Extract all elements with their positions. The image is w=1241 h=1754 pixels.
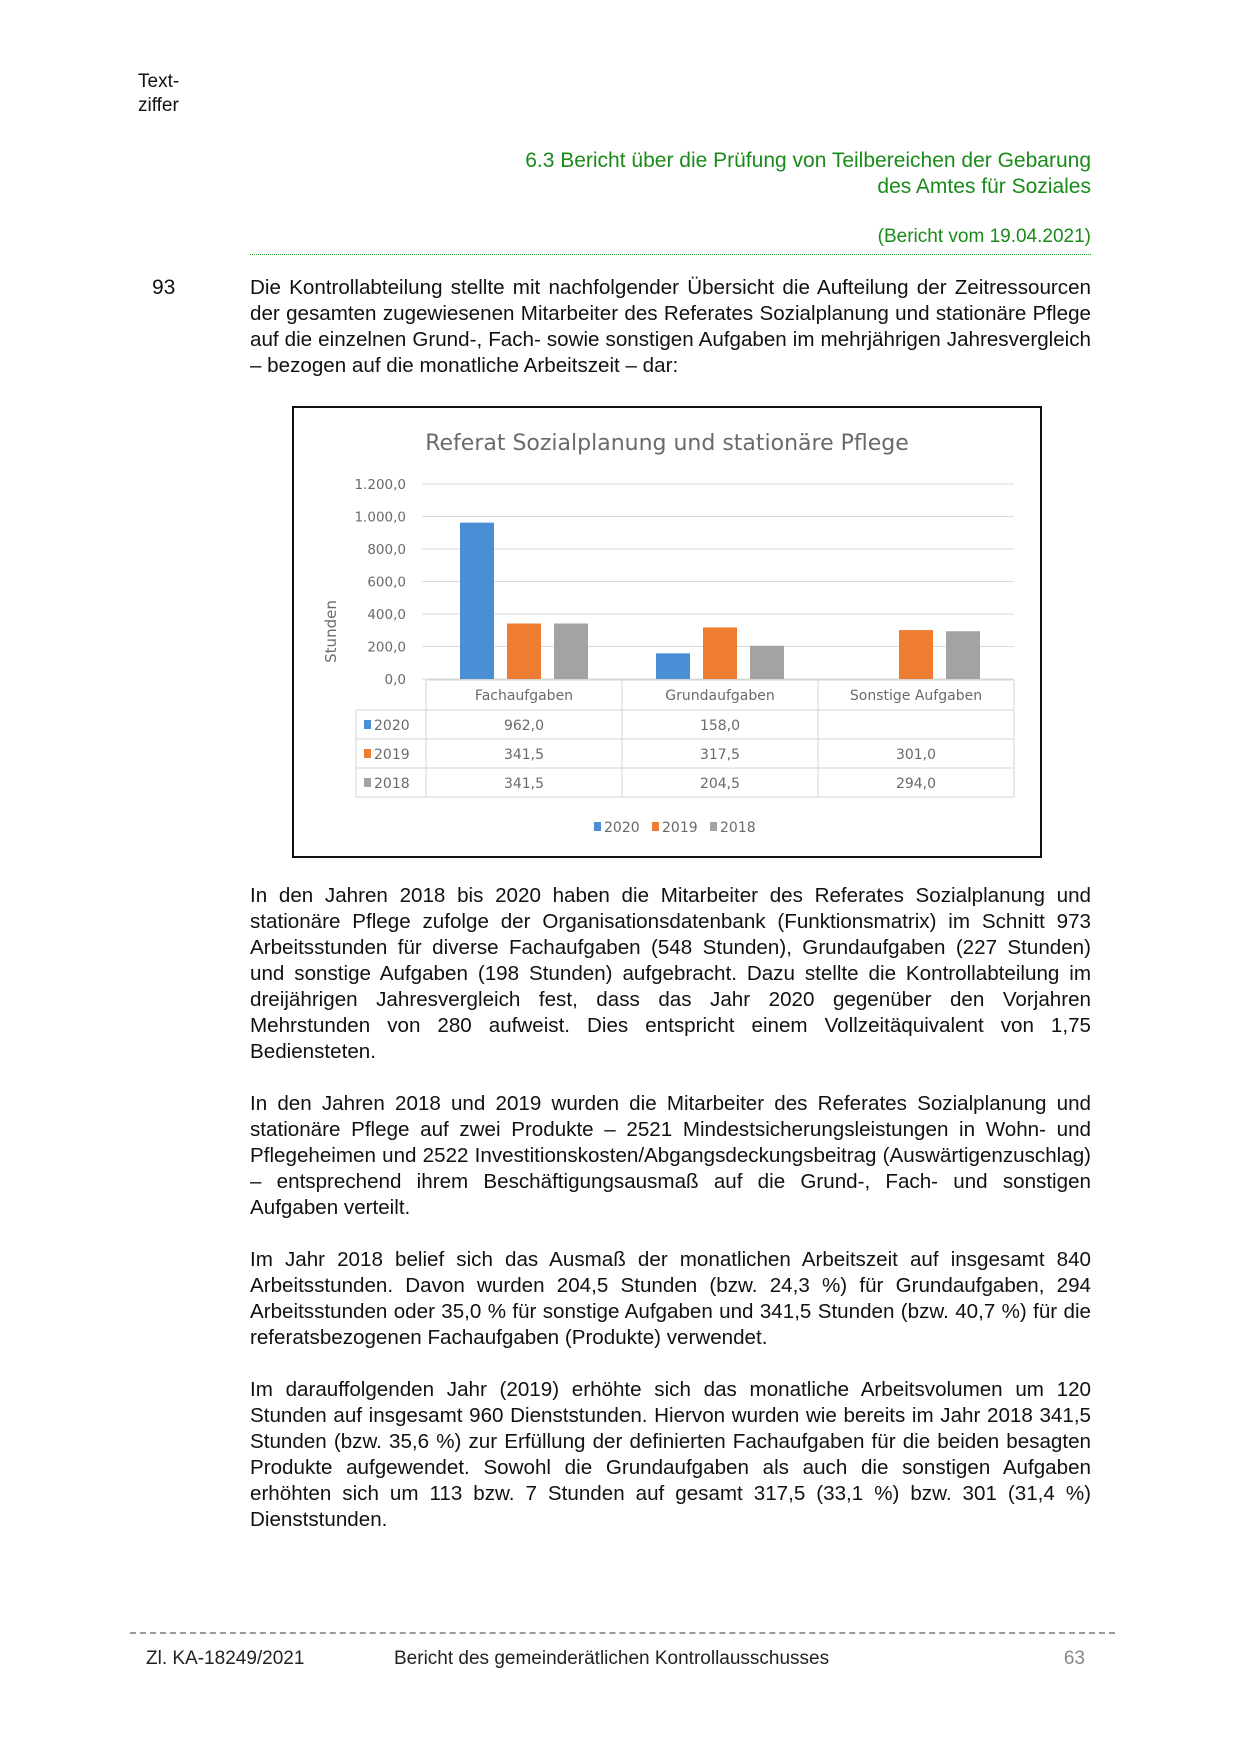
bar-2018-0	[554, 624, 588, 679]
margin-label-line2: ziffer	[138, 95, 179, 116]
table-value: 301,0	[895, 747, 937, 763]
bar-chart	[294, 408, 1040, 856]
bar-2018-1	[750, 646, 784, 679]
report-date: (Bericht vom 19.04.2021)	[877, 226, 1091, 247]
bar-2019-2	[899, 630, 933, 679]
table-value: 158,0	[699, 718, 741, 734]
y-tick-label: 400,0	[367, 607, 406, 623]
legend-label: 2020	[604, 820, 640, 836]
margin-label-line1: Text-	[138, 71, 180, 92]
section-title-line2: des Amtes für Soziales	[877, 175, 1091, 198]
category-label: Grundaufgaben	[665, 688, 775, 704]
footer-title: Bericht des gemeinderätlichen Kontrollausschusses	[394, 1648, 830, 1669]
table-series-label: 2020	[374, 718, 410, 734]
body-paragraph: In den Jahren 2018 bis 2020 haben die Mitarbeiter des Referates Sozialplanung und stationäre Pflege zufolge der Organisationsdatenbank (Funktionsmatrix) im Schnitt 973 Arbeitsstunden für diverse Fachaufgaben (548 Stunden), Grundaufgaben (227 Stunden) und sonstige Aufgaben (198 Stunden) aufgebracht. Dazu stellte die Kontrollabteilung im dreijährigen Jahresvergleich fest, dass das Jahr 2020 gegenüber den Vorjahren Mehrstunden von 280 aufweist. Dies entspricht einem Vollzeitäquivalent von 1,75 Bediensteten.	[250, 884, 1091, 1063]
table-value: 204,5	[699, 776, 741, 792]
category-label: Fachaufgaben	[474, 688, 574, 704]
bar-2019-1	[703, 627, 737, 679]
legend-label: 2018	[720, 820, 756, 836]
bar-2020-0	[460, 523, 494, 679]
legend-key-2020	[594, 822, 601, 831]
category-label: Sonstige Aufgaben	[849, 688, 983, 704]
margin-label	[138, 70, 179, 118]
paragraph-number: 93	[152, 276, 176, 299]
table-value: 294,0	[895, 776, 937, 792]
chart-frame	[292, 406, 1042, 858]
header-divider	[250, 254, 1091, 255]
legend-key-2018	[710, 822, 717, 831]
y-tick-label: 1.000,0	[354, 509, 406, 526]
legend-label: 2019	[662, 820, 698, 836]
table-value: 317,5	[699, 747, 741, 763]
bar-2018-2	[946, 631, 980, 679]
table-legend-key-2018	[364, 778, 371, 787]
section-title	[525, 148, 1091, 200]
bar-2020-1	[656, 653, 690, 679]
body-paragraph: In den Jahren 2018 und 2019 wurden die Mitarbeiter des Referates Sozialplanung und stationäre Pflege auf zwei Produkte – 2521 Mindestsicherungsleistungen in Wohn- und Pflegeheimen und 2522 Investitionskosten/Abgangsdeckungsbeitrag (Auswärtigenzuschlag) – entsprechend ihrem Beschäftigungsausmaß auf die Grund-, Fach- und sonstigen Aufgaben verteilt.	[250, 1092, 1091, 1219]
y-tick-label: 800,0	[367, 542, 406, 558]
table-legend-key-2019	[364, 749, 371, 758]
section-title-line1: 6.3 Bericht über die Prüfung von Teilbereichen der Gebarung	[525, 149, 1091, 172]
y-tick-label: 200,0	[367, 639, 406, 656]
table-value: 341,5	[503, 776, 545, 792]
page-number: 63	[1063, 1648, 1085, 1669]
body-paragraph: Im Jahr 2018 belief sich das Ausmaß der monatlichen Arbeitszeit auf insgesamt 840 Arbeitsstunden. Davon wurden 204,5 Stunden (bzw. 24,3 %) für Grundaufgaben, 294 Arbeitsstunden oder 35,0 % für sonstige Aufgaben und 341,5 Stunden (bzw. 40,7 %) für die referatsbezogenen Fachaufgaben (Produkte) verwendet.	[250, 1248, 1091, 1349]
table-series-label: 2018	[374, 776, 410, 792]
y-axis-label: Stunden	[322, 600, 340, 663]
y-tick-label: 1.200,0	[354, 477, 406, 493]
table-series-label: 2019	[374, 747, 410, 763]
bar-2019-0	[507, 624, 541, 679]
table-value: 962,0	[503, 718, 545, 734]
legend-key-2019	[652, 822, 659, 831]
table-legend-key-2020	[364, 720, 371, 729]
y-tick-label: 600,0	[367, 574, 406, 591]
footer-divider	[130, 1632, 1115, 1634]
table-value: 341,5	[503, 747, 545, 763]
footer-reference: Zl. KA-18249/2021	[146, 1648, 305, 1669]
chart-title: Referat Sozialplanung und stationäre Pflege	[425, 431, 909, 456]
body-paragraph: Im darauffolgenden Jahr (2019) erhöhte sich das monatliche Arbeitsvolumen um 120 Stunden auf insgesamt 960 Dienststunden. Hiervon wurden wie bereits im Jahr 2018 341,5 Stunden (bzw. 35,6 %) zur Erfüllung der definierten Fachaufgaben für die beiden besagten Produkte aufgewendet. Sowohl die Grundaufgaben als auch die sonstigen Aufgaben erhöhten sich um 113 bzw. 7 Stunden auf gesamt 317,5 (33,1 %) bzw. 301 (31,4 %) Dienststunden.	[250, 1378, 1091, 1531]
intro-paragraph: Die Kontrollabteilung stellte mit nachfolgender Übersicht die Aufteilung der Zeitressourcen der gesamten zugewiesenen Mitarbeiter des Referates Sozialplanung und stationäre Pflege auf die einzelnen Grund-, Fach- sowie sonstigen Aufgaben im mehrjährigen Jahresvergleich – bezogen auf die monatliche Arbeitszeit – dar:	[250, 276, 1091, 377]
y-tick-label: 0,0	[384, 672, 406, 688]
